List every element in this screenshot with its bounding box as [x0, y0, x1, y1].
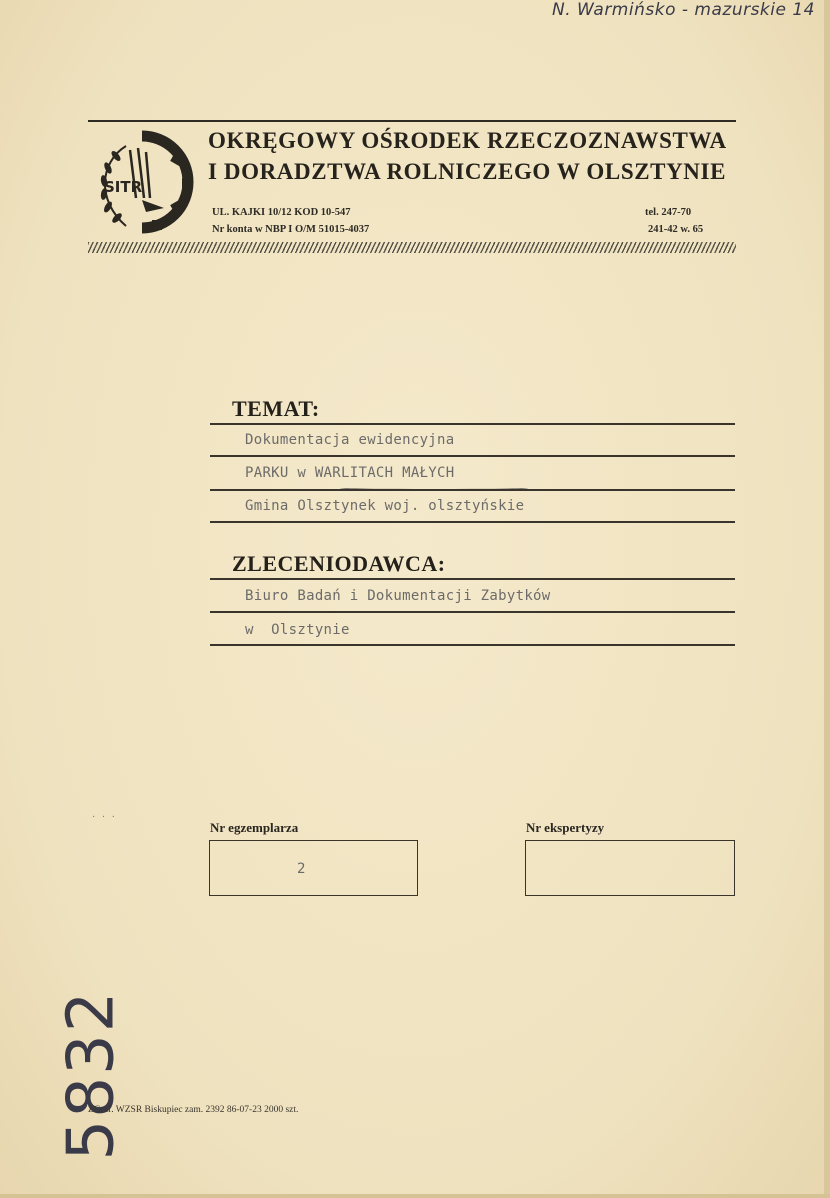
phone-line1: tel. 247-70 [645, 207, 692, 218]
temat-line-3 [210, 521, 735, 523]
zleceniodawca-line-2 [210, 644, 735, 646]
paper-speck: · · · [92, 812, 117, 823]
address-line1: UL. KAJKI 10/12 KOD 10-547 [212, 207, 351, 218]
ekspertyzy-label: Nr ekspertyzy [526, 820, 605, 835]
header-hatch-divider [88, 242, 736, 253]
ekspertyzy-box [525, 840, 735, 896]
org-name-line2: I DORADZTWA ROLNICZEGO W OLSZTYNIE [208, 159, 727, 184]
egzemplarz-label: Nr egzemplarza [210, 820, 299, 835]
temat-heading: TEMAT: [232, 396, 320, 421]
temat-line-2 [210, 489, 735, 491]
temat-text-0: Dokumentacja ewidencyjna [245, 432, 455, 448]
page-edge-bottom [0, 1194, 830, 1198]
printer-imprint: ZGraf. WZSR Biskupiec zam. 2392 86-07-23 2000 szt. [88, 1105, 299, 1115]
zleceniodawca-line-1 [210, 611, 735, 613]
temat-text-1: PARKU w WARLITACH MAŁYCH [245, 465, 455, 481]
phone-line2: 241-42 w. 65 [648, 224, 704, 235]
header-top-rule [88, 120, 736, 122]
logo-text: SITR [104, 178, 143, 196]
bank-account-line: Nr konta w NBP I O/M 51015-4037 [212, 224, 370, 235]
temat-line-1 [210, 455, 735, 457]
egzemplarz-value: 2 [297, 861, 306, 877]
handwritten-annotation: N. Warmińsko - mazurskie 14 [552, 0, 815, 20]
egzemplarz-box [209, 840, 418, 896]
org-name-line1: OKRĘGOWY OŚRODEK RZECZOZNAWSTWA [208, 128, 727, 153]
zleceniodawca-text-1: w Olsztynie [245, 622, 350, 638]
temat-line-0 [210, 423, 735, 425]
sitr-logo [86, 128, 196, 238]
handwritten-archive-number: 5832 [54, 989, 129, 1161]
zleceniodawca-text-0: Biuro Badań i Dokumentacji Zabytków [245, 588, 551, 604]
zleceniodawca-line-0 [210, 578, 735, 580]
page-edge-right [824, 0, 830, 1198]
temat-text-2: Gmina Olsztynek woj. olsztyńskie [245, 498, 525, 514]
zleceniodawca-heading: ZLECENIODAWCA: [232, 551, 446, 576]
